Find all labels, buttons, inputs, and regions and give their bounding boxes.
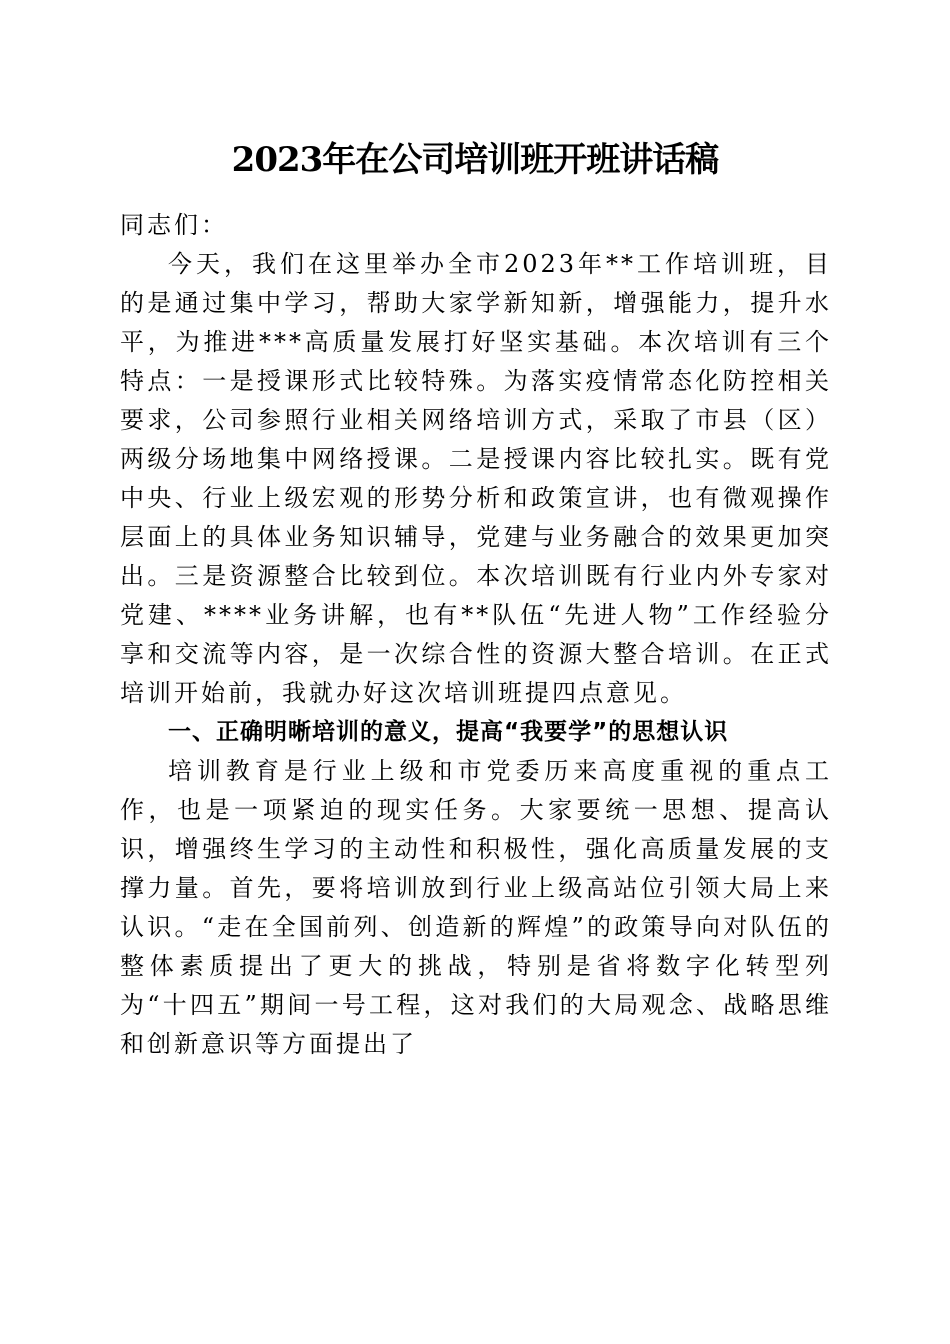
document-body [120,206,832,1064]
paragraph-section-1: 培训教育是行业上级和市党委历来高度重视的重点工作，也是一项紧迫的现实任务。大家要统一思想、提高认识，增强终生学习的主动性和积极性，强化高质量发展的支撑力量。首先，要将培训放到行业上级高站位引领大局上来认识。“走在全国前列、创造新的辉煌”的政策导向对队伍的整体素质提出了更大的挑战，特别是省将数字化转型列为“十四五”期间一号工程，这对我们的大局观念、战略思维和创新意识等方面提出了 [120,757,832,1058]
salutation: 同志们： [120,211,228,239]
document-title: 2023年在公司培训班开班讲话稿 [231,140,719,180]
section-heading-1: 一、正确明晰培训的意义，提高“我要学”的思想认识 [168,719,729,745]
paragraph-intro: 今天，我们在这里举办全市2023年**工作培训班，目的是通过集中学习，帮助大家学新知新，增强能力，提升水平，为推进***高质量发展打好坚实基础。本次培训有三个特点：一是授课形式比较特殊。为落实疫情常态化防控相关要求，公司参照行业相关网络培训方式，采取了市县（区）两级分场地集中网络授课。二是授课内容比较扎实。既有党中央、行业上级宏观的形势分析和政策宣讲，也有微观操作层面上的具体业务知识辅导，党建与业务融合的效果更加突出。三是资源整合比较到位。本次培训既有行业内外专家对党建、****业务讲解，也有**队伍“先进人物”工作经验分享和交流等内容，是一次综合性的资源大整合培训。在正式培训开始前，我就办好这次培训班提四点意见。 [120,250,832,707]
